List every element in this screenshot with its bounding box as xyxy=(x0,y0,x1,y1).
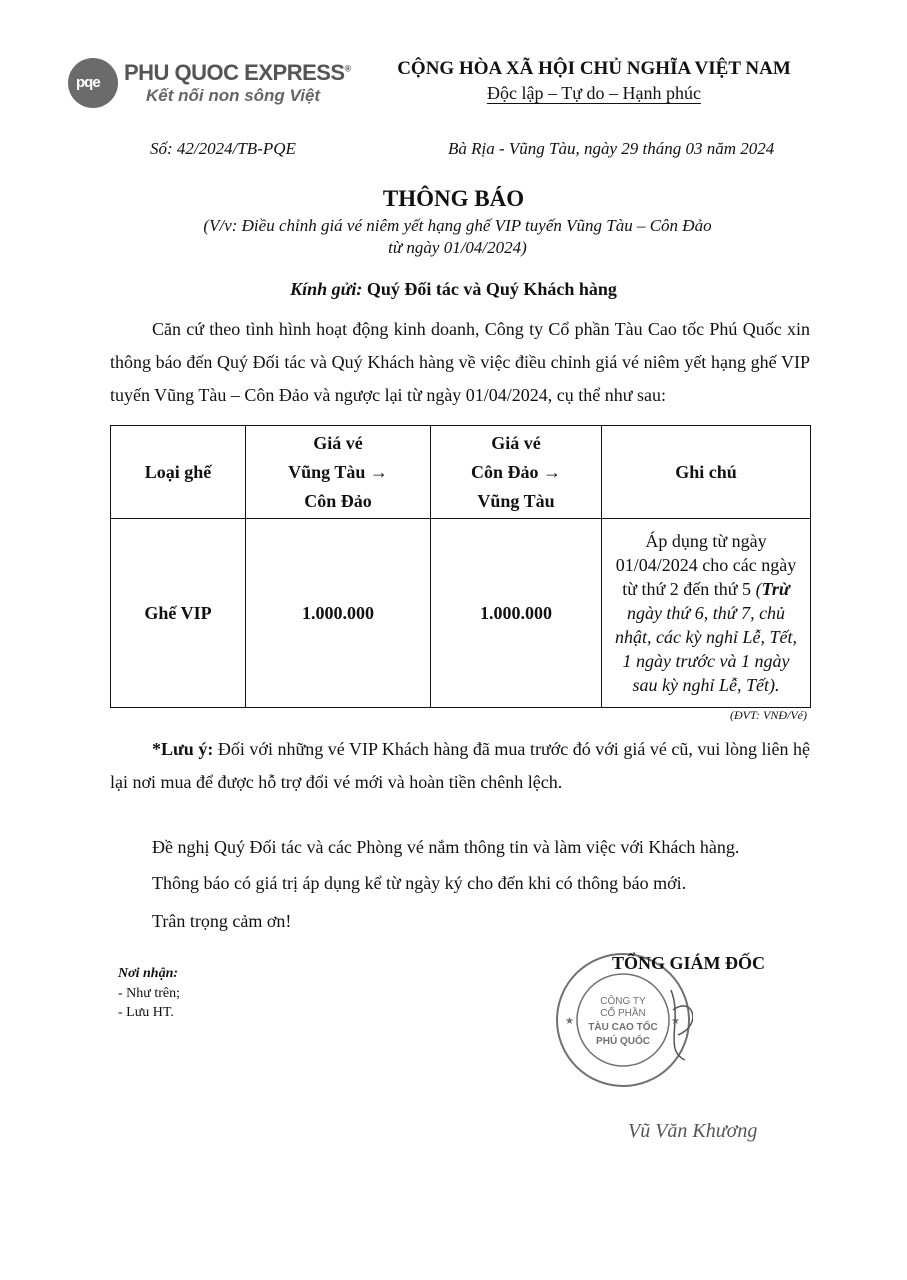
document-title: THÔNG BÁO xyxy=(382,186,525,211)
note-paragraph: *Lưu ý: Đối với những vé VIP Khách hàng đã mua trước đó với giá vé cũ, vui lòng liên hệ lại nơi mua để được hỗ trợ đổi vé mới và hoàn tiền chênh lệch. xyxy=(110,739,811,792)
closing-line-3: Trân trọng cảm ơn! xyxy=(152,911,292,931)
stamp-line-2: CỔ PHẦN xyxy=(600,1008,646,1019)
svg-text:★: ★ xyxy=(565,1016,574,1027)
nation-motto: Độc lập – Tự do – Hạnh phúc xyxy=(487,83,701,103)
company-logo xyxy=(66,56,356,112)
document-subtitle: (V/v: Điều chỉnh giá vé niêm yết hạng ghế VIP tuyến Vũng Tàu – Côn Đảo từ ngày 01/04/2024) xyxy=(203,216,712,257)
recipient-item: - Lưu HT. xyxy=(118,1005,174,1020)
stamp-line-4: PHÚ QUỐC xyxy=(596,1036,650,1047)
cell-seat-type: Ghế VIP xyxy=(111,519,246,708)
table-row xyxy=(111,519,811,708)
stamp-line-3: TÀU CAO TỐC xyxy=(588,1022,658,1033)
cell-price-cd-vt: 1.000.000 xyxy=(431,519,602,708)
signer-name: Vũ Văn Khương xyxy=(628,1120,758,1142)
closing-line-1: Đề nghị Quý Đối tác và các Phòng vé nắm thông tin và làm việc với Khách hàng. xyxy=(152,837,740,857)
signer-title: TỔNG GIÁM ĐỐC xyxy=(612,953,765,973)
nation-title: CỘNG HÒA XÃ HỘI CHỦ NGHĨA VIỆT NAM xyxy=(397,58,791,79)
logo-monogram: pqe xyxy=(76,74,100,91)
cell-price-vt-cd: 1.000.000 xyxy=(246,519,431,708)
greeting: Kính gửi: Quý Đối tác và Quý Khách hàng xyxy=(290,279,617,299)
header-price-cd-vt: Giá vé Côn Đảo → Vũng Tàu xyxy=(431,426,602,519)
header-note: Ghi chú xyxy=(602,426,811,519)
intro-paragraph: Căn cứ theo tình hình hoạt động kinh doanh, Công ty Cổ phần Tàu Cao tốc Phú Quốc xin thông báo đến Quý Đối tác và Quý Khách hàng về việc điều chỉnh giá vé niêm yết hạng ghế VIP tuyến Vũng Tàu – Côn Đảo và ngược lại từ ngày 01/04/2024, cụ thể như sau: xyxy=(110,319,810,405)
logo-registered-mark: ® xyxy=(344,63,351,74)
recipient-item: - Như trên; xyxy=(118,986,181,1001)
document-number: Số: 42/2024/TB-PQE xyxy=(150,139,296,158)
logo-emblem-icon xyxy=(68,58,118,108)
cell-note: Áp dụng từ ngày 01/04/2024 cho các ngày từ thứ 2 đến thứ 5 (Trừ ngày thứ 6, thứ 7, chủ nhật, các kỳ nghỉ Lễ, Tết, 1 ngày trước và 1 ngày sau kỳ nghỉ Lễ, Tết). xyxy=(602,519,811,708)
closing-line-2: Thông báo có giá trị áp dụng kể từ ngày ký cho đến khi có thông báo mới. xyxy=(152,873,687,893)
recipients-title: Nơi nhận: xyxy=(118,966,179,981)
unit-label: (ĐVT: VNĐ/Vé) xyxy=(730,708,807,722)
stamp-line-1: CÔNG TY xyxy=(600,996,646,1007)
table-header-row xyxy=(111,426,811,519)
header-price-vt-cd: Giá vé Vũng Tàu → Côn Đảo xyxy=(246,426,431,519)
svg-text:★: ★ xyxy=(671,1016,680,1027)
price-table xyxy=(110,425,811,708)
logo-tagline: Kết nối non sông Việt xyxy=(146,86,321,105)
place-date: Bà Rịa - Vũng Tàu, ngày 29 tháng 03 năm 2024 xyxy=(448,139,775,158)
header-seat-type: Loại ghế xyxy=(111,426,246,519)
logo-brand: PHU QUOC EXPRESS® xyxy=(124,60,351,85)
